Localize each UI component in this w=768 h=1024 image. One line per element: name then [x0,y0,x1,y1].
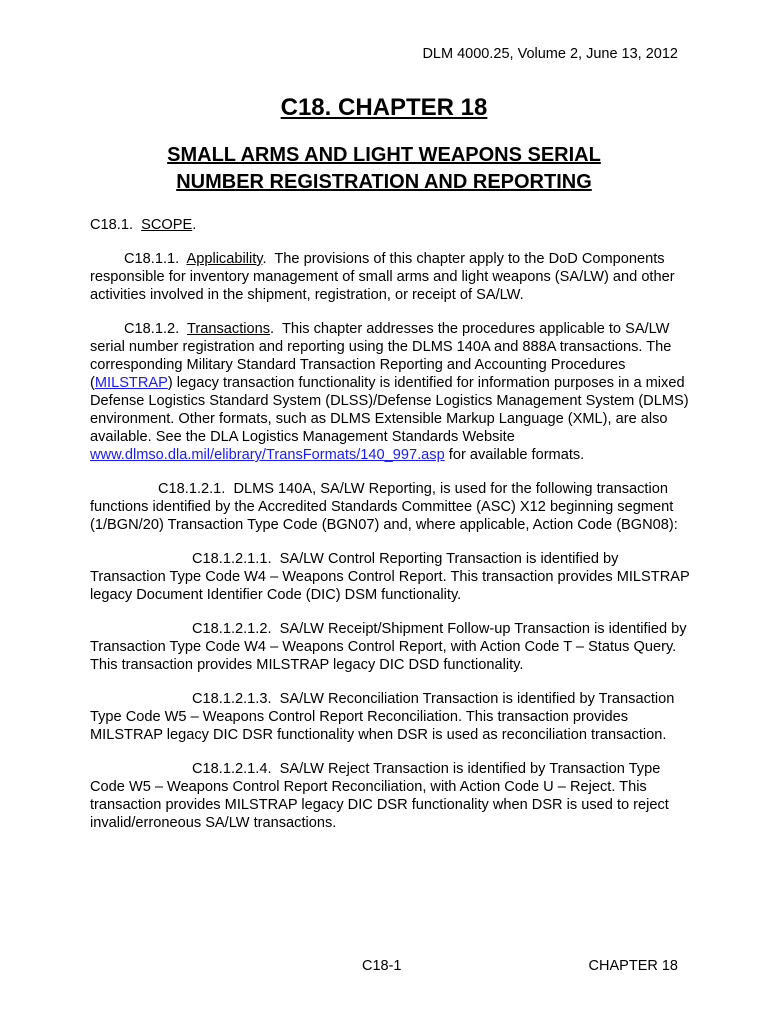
c18-1-2-1-4-number: C18.1.2.1.4. [192,761,272,777]
scope-label: SCOPE [141,217,193,233]
footer-chapter: CHAPTER 18 [588,958,678,974]
scope-heading: C18.1. SCOPE. [90,217,197,233]
section-title [90,142,678,196]
c18-1-2-1-1-number: C18.1.2.1.1. [192,551,272,567]
transactions-label: Transactions [187,321,271,337]
document-body [90,216,690,832]
c18-1-2-1-4-text: SA/LW Reject Transaction is identified by Transaction Type Code W5 – Weapons Control Report Reconciliation, with Action Code U – Reject. This transaction provides MILSTRAP legacy DIC DSR functionality when DSR is used to reject invalid/erroneous SA/LW transactions. [90,761,669,831]
c18-1-2-1-3-number: C18.1.2.1.3. [192,691,272,707]
section-title-line-2: NUMBER REGISTRATION AND REPORTING [176,171,592,193]
paragraph-c18-1-2-1-2 [90,620,690,674]
chapter-title: C18. CHAPTER 18 [280,94,488,121]
scope-number: C18.1. [90,217,133,233]
transactions-text-a: This chapter addresses the procedures applicable to SA/LW serial number registration and reporting using the DLMS 140A and 888A transactions. The corresponding Military Standard Transaction Reporting and Accounting Procedures ( [90,321,672,391]
applicability-number: C18.1.1. [124,251,180,267]
transactions-text-c: for available formats. [444,447,585,463]
applicability-text: The provisions of this chapter apply to the DoD Components responsible for inventory management of small arms and light weapons (SA/LW) and other activities involved in the shipment, registration, or receipt of SA/LW. [90,251,675,303]
section-title-line-1: SMALL ARMS AND LIGHT WEAPONS SERIAL [167,144,601,166]
paragraph-applicability: C18.1.1. Applicability. The provisions of this chapter apply to the DoD Components responsible for inventory management of small arms and light weapons (SA/LW) and other activities involved in the shipment, registration, or receipt of SA/LW. [90,251,675,303]
c18-1-2-1-1-text: SA/LW Control Reporting Transaction is identified by Transaction Type Code W4 – Weapons Control Report. This transaction provides MILSTRAP legacy Document Identifier Code (DIC) DSM functionality. [90,551,690,603]
c18-1-2-1-2-number: C18.1.2.1.2. [192,621,272,637]
footer-page-number: C18-1 [362,958,402,974]
milstrap-link[interactable]: MILSTRAP [94,375,168,391]
transactions-number: C18.1.2. [124,321,180,337]
c18-1-2-1-number: C18.1.2.1. [158,481,226,497]
transactions-text-b: ) legacy transaction functionality is identified for information purposes in a mixed Defense Logistics Standard System (DLSS)/Defense Logistics Management System (DLMS) environment. Other formats, such as DLMS Extensible Markup Language (XML), are also available. See the DLA Logistics Management Standards Website [90,375,689,445]
paragraph-transactions: C18.1.2. Transactions. This chapter addresses the procedures applicable to SA/LW serial number registration and reporting using the DLMS 140A and 888A transactions. The corresponding Military Standard Transaction Reporting and Accounting Procedures (MILSTRAP) legacy transaction functionality is identified for information purposes in a mixed Defense Logistics Standard System (DLSS)/Defense Logistics Management System (DLMS) environment. Other formats, such as DLMS Extensible Markup Language (XML), are also available. See the DLA Logistics Management Standards Website www.dlmso.dla.mil/elibrary/TransFormats/140_997.asp for available formats. [90,321,689,463]
paragraph-c18-1-2-1-4 [90,760,690,832]
paragraph-c18-1-2-1-3 [90,690,690,744]
c18-1-2-1-3-text: SA/LW Reconciliation Transaction is identified by Transaction Type Code W5 – Weapons Control Report Reconciliation. This transaction provides MILSTRAP legacy DIC DSR functionality when DSR is used as reconciliation transaction. [90,691,675,743]
c18-1-2-1-2-text: SA/LW Receipt/Shipment Follow-up Transaction is identified by Transaction Type Code W4 – Weapons Control Report, with Action Code T – Status Query. This transaction provides MILSTRAP legacy DIC DSD functionality. [90,621,687,673]
page-header: DLM 4000.25, Volume 2, June 13, 2012 [422,46,678,62]
transformats-link[interactable]: www.dlmso.dla.mil/elibrary/TransFormats/140_997.asp [90,447,445,463]
applicability-label: Applicability [186,251,263,267]
paragraph-c18-1-2-1 [90,480,690,534]
paragraph-c18-1-2-1-1 [90,550,690,604]
c18-1-2-1-text: DLMS 140A, SA/LW Reporting, is used for the following transaction functions identified by the Accredited Standards Committee (ASC) X12 beginning segment (1/BGN/20) Transaction Type Code (BGN07) and, where applicable, Action Code (BGN08): [90,481,678,533]
